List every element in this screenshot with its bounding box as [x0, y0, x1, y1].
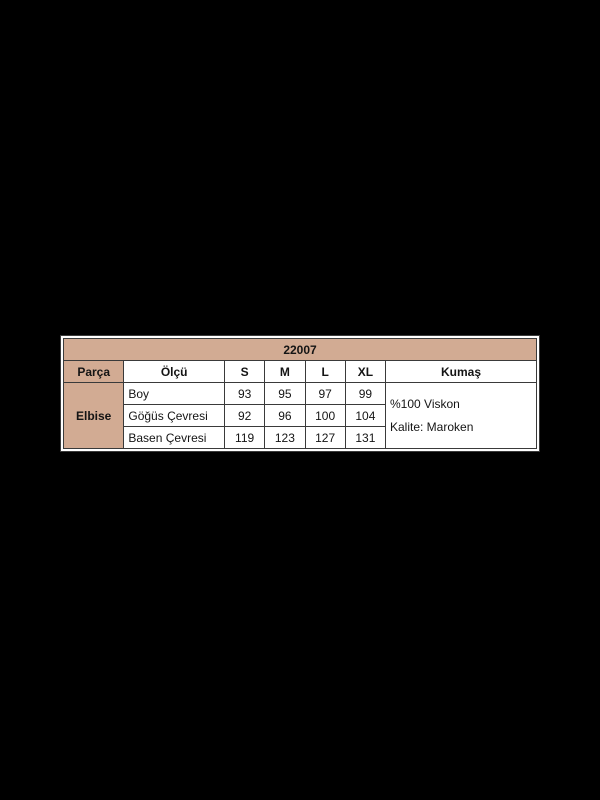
measure-value: 100 [305, 405, 345, 427]
fabric-info [386, 383, 537, 449]
measure-value: 95 [265, 383, 305, 405]
measure-label: Göğüs Çevresi [124, 405, 225, 427]
table-header-row [64, 361, 537, 383]
measure-value: 93 [225, 383, 265, 405]
measure-value: 97 [305, 383, 345, 405]
header-size-m: M [265, 361, 305, 383]
table-title-row [64, 339, 537, 361]
measure-value: 123 [265, 427, 305, 449]
measure-value: 96 [265, 405, 305, 427]
size-chart-table [63, 338, 537, 449]
table-row [64, 383, 537, 405]
fabric-composition: %100 Viskon [390, 396, 460, 411]
measure-value: 92 [225, 405, 265, 427]
measure-label: Boy [124, 383, 225, 405]
fabric-quality: Kalite: Maroken [390, 419, 474, 434]
part-label: Elbise [64, 383, 124, 449]
measure-value: 99 [345, 383, 385, 405]
measure-value: 127 [305, 427, 345, 449]
measure-value: 131 [345, 427, 385, 449]
measure-value: 119 [225, 427, 265, 449]
header-size-s: S [225, 361, 265, 383]
header-size-xl: XL [345, 361, 385, 383]
product-code: 22007 [64, 339, 537, 361]
measure-value: 104 [345, 405, 385, 427]
measure-label: Basen Çevresi [124, 427, 225, 449]
header-part: Parça [64, 361, 124, 383]
header-fabric: Kumaş [386, 361, 537, 383]
size-chart [60, 335, 540, 452]
header-measure: Ölçü [124, 361, 225, 383]
header-size-l: L [305, 361, 345, 383]
